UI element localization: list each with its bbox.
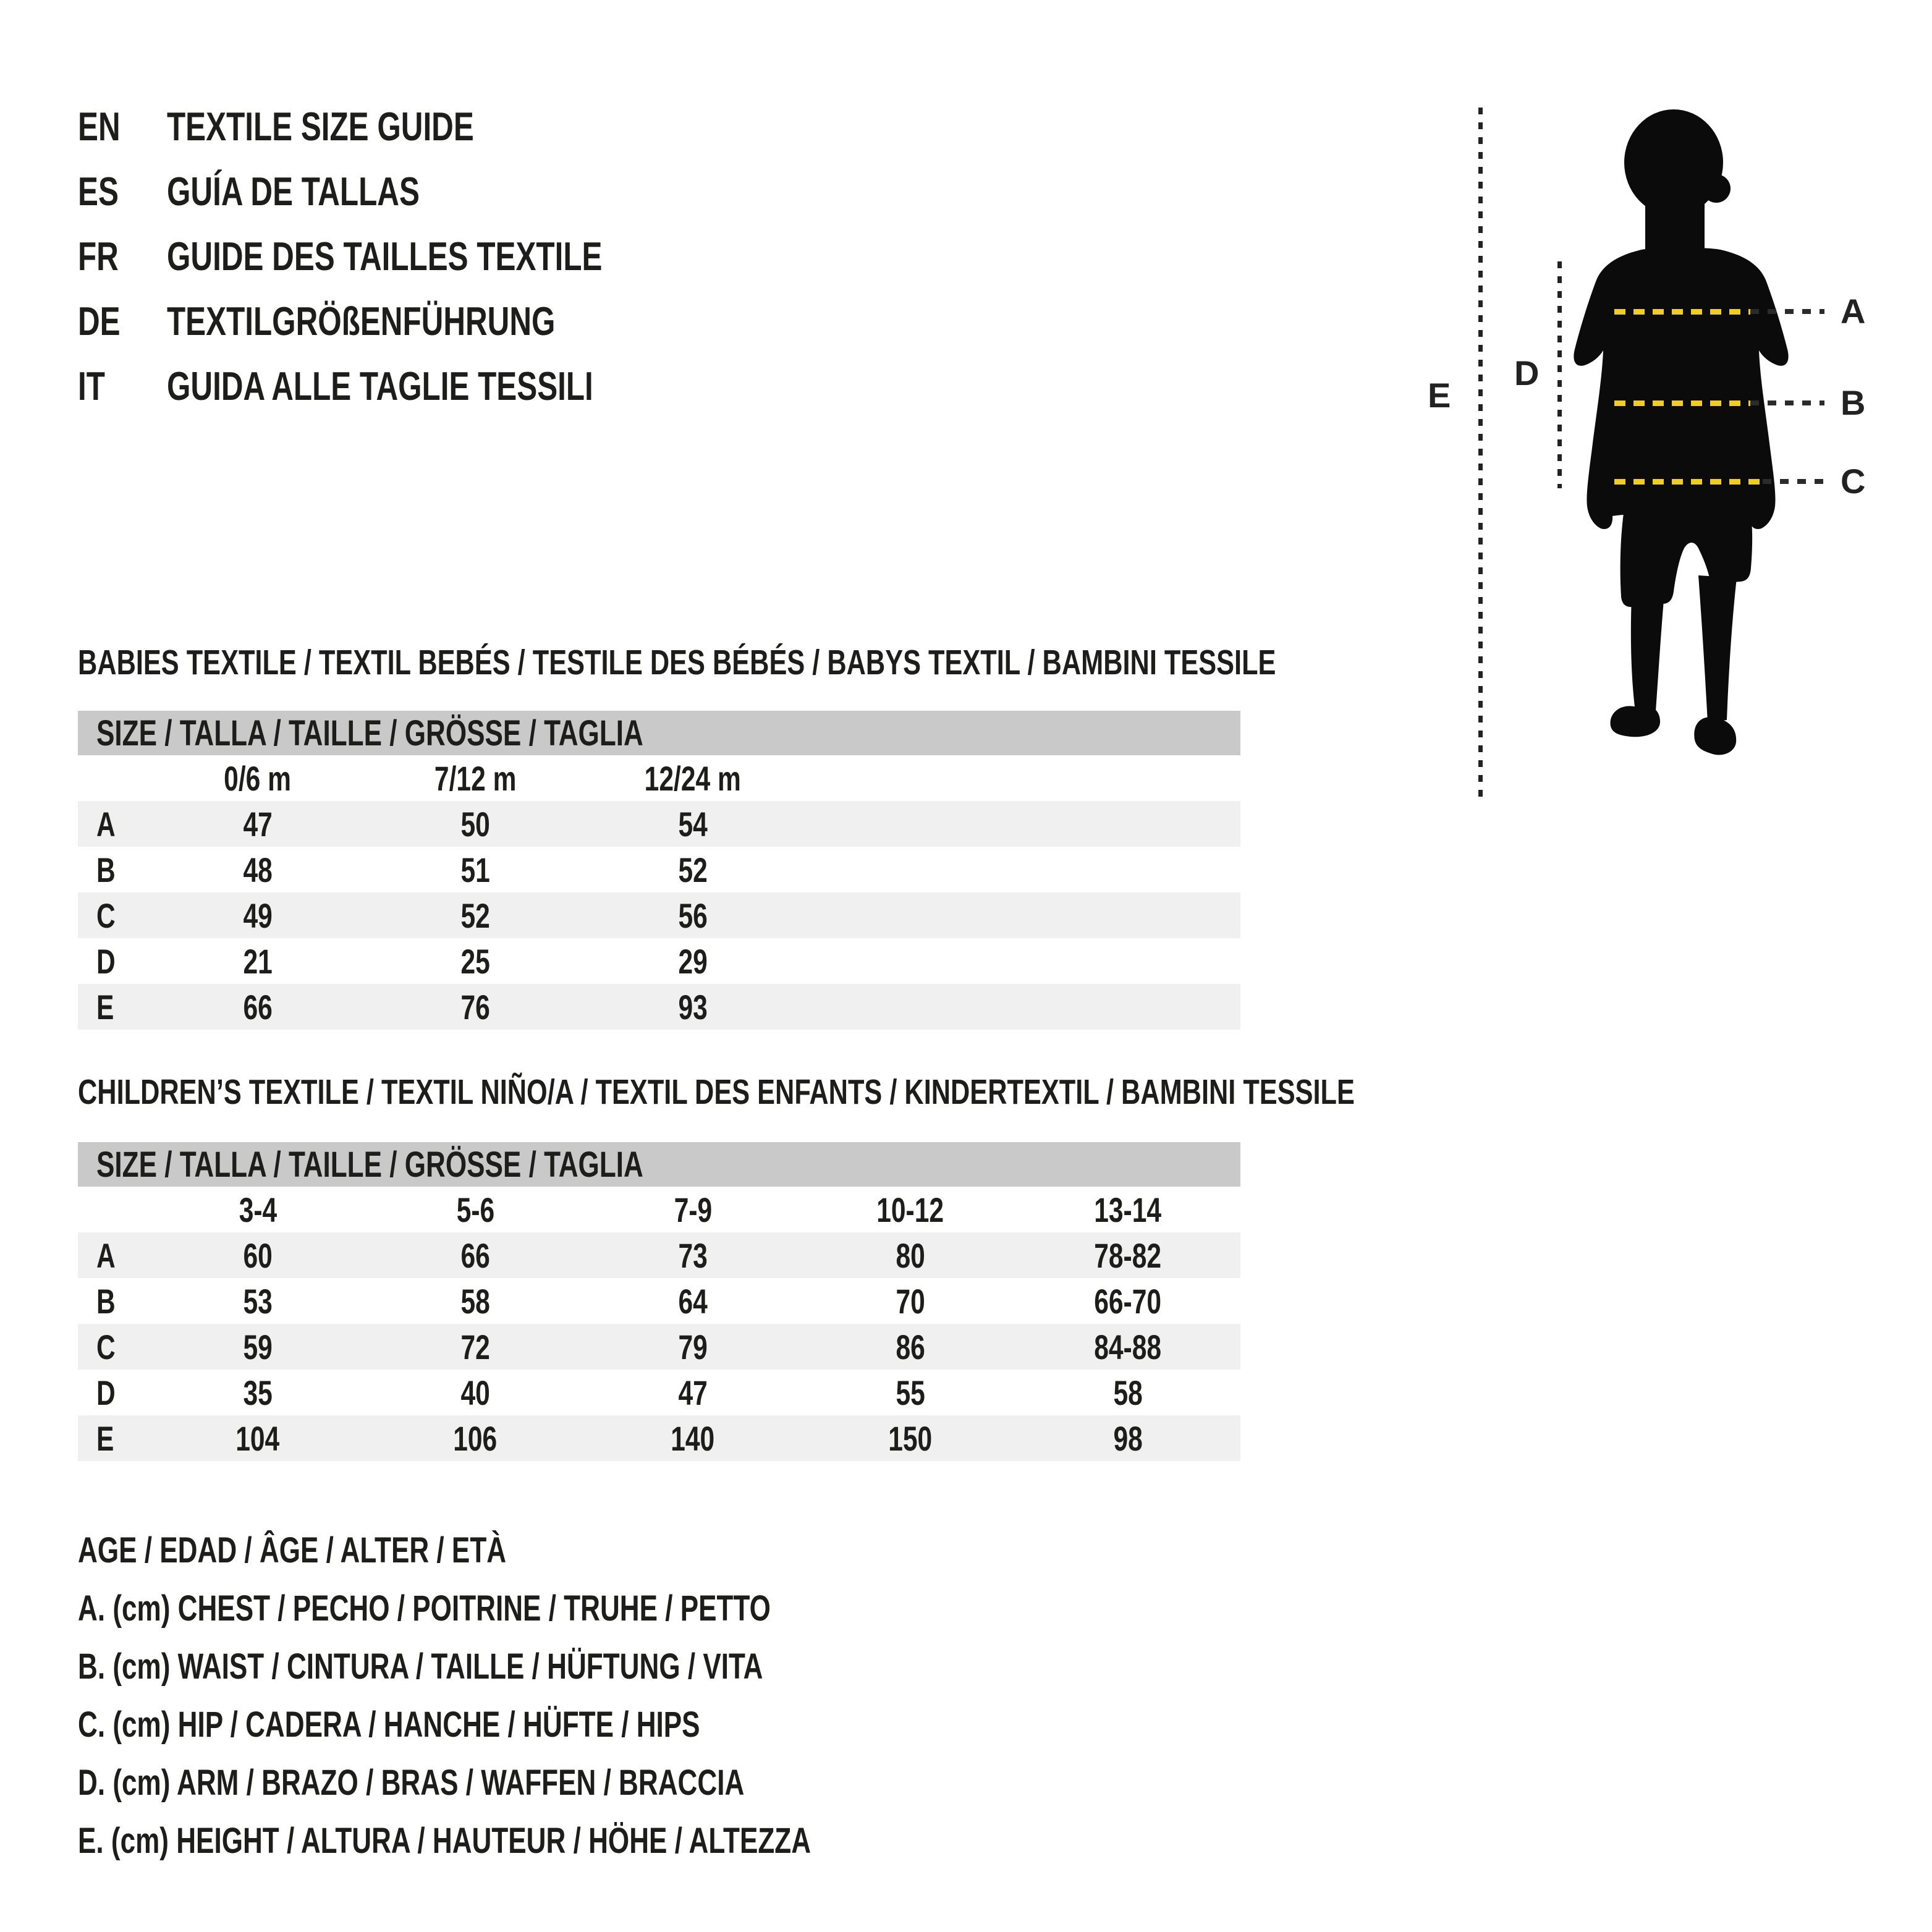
legend-line-arm: D. (cm) ARM / BRAZO / BRAS / WAFFEN / BRACCIA — [78, 1763, 745, 1803]
language-row-es — [78, 159, 740, 224]
babies-size-table — [78, 643, 1276, 1030]
row-label: B — [96, 1281, 116, 1321]
size-value: 54 — [678, 804, 708, 844]
size-value: 93 — [678, 987, 708, 1027]
children-size-header-bar: SIZE / TALLA / TAILLE / GRÖSSE / TAGLIA — [78, 1142, 1240, 1187]
chest-leader-dash-a — [1750, 309, 1824, 314]
size-row-d — [78, 1370, 1240, 1415]
size-row-d — [78, 938, 1240, 984]
waist-measure-dash-b — [1614, 400, 1750, 406]
chest-measure-dash-a — [1614, 309, 1750, 315]
size-value: 29 — [678, 941, 708, 981]
legend-line-hip: C. (cm) HIP / CADERA / HANCHE / HÜFTE / HIPS — [78, 1705, 700, 1745]
children-column-header-row — [78, 1187, 1240, 1232]
language-row-it — [78, 354, 740, 418]
size-value: 49 — [243, 896, 273, 935]
size-value: 50 — [460, 804, 490, 844]
legend-line-height: E. (cm) HEIGHT / ALTURA / HAUTEUR / HÖHE / ALTEZZA — [78, 1821, 811, 1861]
children-section-title: CHILDREN’S TEXTILE / TEXTIL NIÑO/A / TEXTIL DES ENFANTS / KINDERTEXTIL / BAMBINI TESSILE — [78, 1072, 1355, 1112]
size-value: 80 — [896, 1235, 925, 1275]
language-code-de: DE — [78, 299, 121, 344]
size-value: 40 — [460, 1373, 490, 1412]
size-value: 66 — [243, 987, 273, 1027]
size-row-a — [78, 801, 1240, 847]
column-header: 10-12 — [876, 1190, 944, 1229]
marker-label-d: D — [1514, 354, 1540, 392]
right-shoe-shape — [1694, 717, 1736, 755]
legend-line-waist: B. (cm) WAIST / CINTURA / TAILLE / HÜFTUNG / VITA — [78, 1646, 763, 1687]
size-row-b — [78, 1278, 1240, 1324]
size-value: 78-82 — [1094, 1235, 1162, 1275]
column-header: 13-14 — [1094, 1190, 1162, 1229]
language-row-en — [78, 94, 740, 159]
column-header: 3-4 — [239, 1190, 277, 1229]
language-row-fr — [78, 224, 740, 289]
child-silhouette-graphic — [1533, 102, 1792, 800]
guide-title-de: TEXTILGRÖßENFÜHRUNG — [167, 299, 556, 344]
language-row-de — [78, 289, 740, 354]
row-label: D — [96, 941, 116, 981]
column-header: 5-6 — [456, 1190, 494, 1229]
legend-line-age: AGE / EDAD / ÂGE / ALTER / ETÀ — [78, 1530, 507, 1570]
size-value: 98 — [1113, 1418, 1143, 1458]
language-code-es: ES — [78, 169, 119, 214]
marker-label-c: C — [1841, 462, 1866, 501]
size-row-b — [78, 847, 1240, 892]
hip-measure-dash-c — [1614, 479, 1763, 485]
guide-title-fr: GUIDE DES TAILLES TEXTILE — [167, 234, 603, 279]
language-code-it: IT — [78, 363, 105, 409]
size-value: 60 — [243, 1235, 273, 1275]
right-leg-shape — [1698, 575, 1737, 722]
size-value: 47 — [678, 1373, 708, 1412]
guide-title-es: GUÍA DE TALLAS — [167, 169, 420, 214]
size-value: 64 — [678, 1281, 708, 1321]
marker-label-e: E — [1428, 376, 1451, 415]
size-value: 55 — [896, 1373, 925, 1412]
row-label: C — [96, 896, 116, 935]
row-label: A — [96, 1235, 116, 1275]
size-value: 150 — [888, 1418, 933, 1458]
hip-leader-dash-c — [1763, 479, 1824, 484]
left-leg-shape — [1631, 596, 1664, 719]
size-value: 25 — [460, 941, 490, 981]
language-code-fr: FR — [78, 234, 119, 279]
row-label: C — [96, 1327, 116, 1366]
column-header: 7-9 — [674, 1190, 712, 1229]
size-value: 48 — [243, 850, 273, 889]
row-label: B — [96, 850, 116, 889]
row-label: D — [96, 1373, 116, 1412]
size-value: 52 — [460, 896, 490, 935]
size-value: 73 — [678, 1235, 708, 1275]
size-row-c — [78, 892, 1240, 938]
arm-measure-line-d — [1557, 261, 1562, 488]
babies-column-header-row — [78, 755, 1240, 801]
children-size-table — [78, 1072, 1355, 1461]
size-value: 58 — [1113, 1373, 1143, 1412]
size-value: 51 — [460, 850, 490, 889]
size-row-e — [78, 1415, 1240, 1461]
size-value: 58 — [460, 1281, 490, 1321]
size-value: 79 — [678, 1327, 708, 1366]
ear-bump-shape — [1702, 174, 1731, 203]
size-value: 35 — [243, 1373, 273, 1412]
size-value: 140 — [671, 1418, 715, 1458]
left-shoe-shape — [1611, 705, 1661, 737]
size-value: 53 — [243, 1281, 273, 1321]
size-value: 52 — [678, 850, 708, 889]
marker-label-b: B — [1841, 383, 1866, 422]
size-value: 104 — [235, 1418, 280, 1458]
size-value: 84-88 — [1094, 1327, 1162, 1366]
neck-shape — [1645, 181, 1705, 255]
size-row-e — [78, 984, 1240, 1030]
height-measure-line-e — [1478, 108, 1483, 799]
babies-section-title: BABIES TEXTILE / TEXTIL BEBÉS / TESTILE DES BÉBÉS / BABYS TEXTIL / BAMBINI TESSILE — [78, 643, 1276, 682]
guide-title-it: GUIDA ALLE TAGLIE TESSILI — [167, 363, 593, 409]
measurement-figure — [1409, 74, 1916, 834]
marker-label-a: A — [1841, 292, 1866, 331]
size-value: 66-70 — [1094, 1281, 1162, 1321]
babies-size-header-bar: SIZE / TALLA / TAILLE / GRÖSSE / TAGLIA — [78, 711, 1240, 755]
size-value: 72 — [460, 1327, 490, 1366]
row-label: A — [96, 804, 116, 844]
row-label: E — [96, 1418, 114, 1458]
size-value: 66 — [460, 1235, 490, 1275]
language-code-en: EN — [78, 104, 121, 149]
size-row-a — [78, 1232, 1240, 1278]
column-header: 12/24 m — [644, 758, 742, 798]
size-value: 56 — [678, 896, 708, 935]
column-header: 7/12 m — [434, 758, 517, 798]
size-row-c — [78, 1324, 1240, 1370]
size-value: 59 — [243, 1327, 273, 1366]
size-value: 47 — [243, 804, 273, 844]
size-value: 86 — [896, 1327, 925, 1366]
size-value: 70 — [896, 1281, 925, 1321]
column-header: 0/6 m — [224, 758, 292, 798]
size-value: 21 — [243, 941, 273, 981]
size-value: 106 — [453, 1418, 498, 1458]
legend-line-chest: A. (cm) CHEST / PECHO / POITRINE / TRUHE / PETTO — [78, 1588, 771, 1629]
row-label: E — [96, 987, 114, 1027]
measurement-legend — [78, 1522, 1043, 1870]
size-value: 76 — [460, 987, 490, 1027]
language-title-block — [78, 94, 740, 418]
shirt-shape — [1574, 248, 1788, 530]
guide-title-en: TEXTILE SIZE GUIDE — [167, 104, 474, 149]
waist-leader-dash-b — [1750, 400, 1824, 405]
